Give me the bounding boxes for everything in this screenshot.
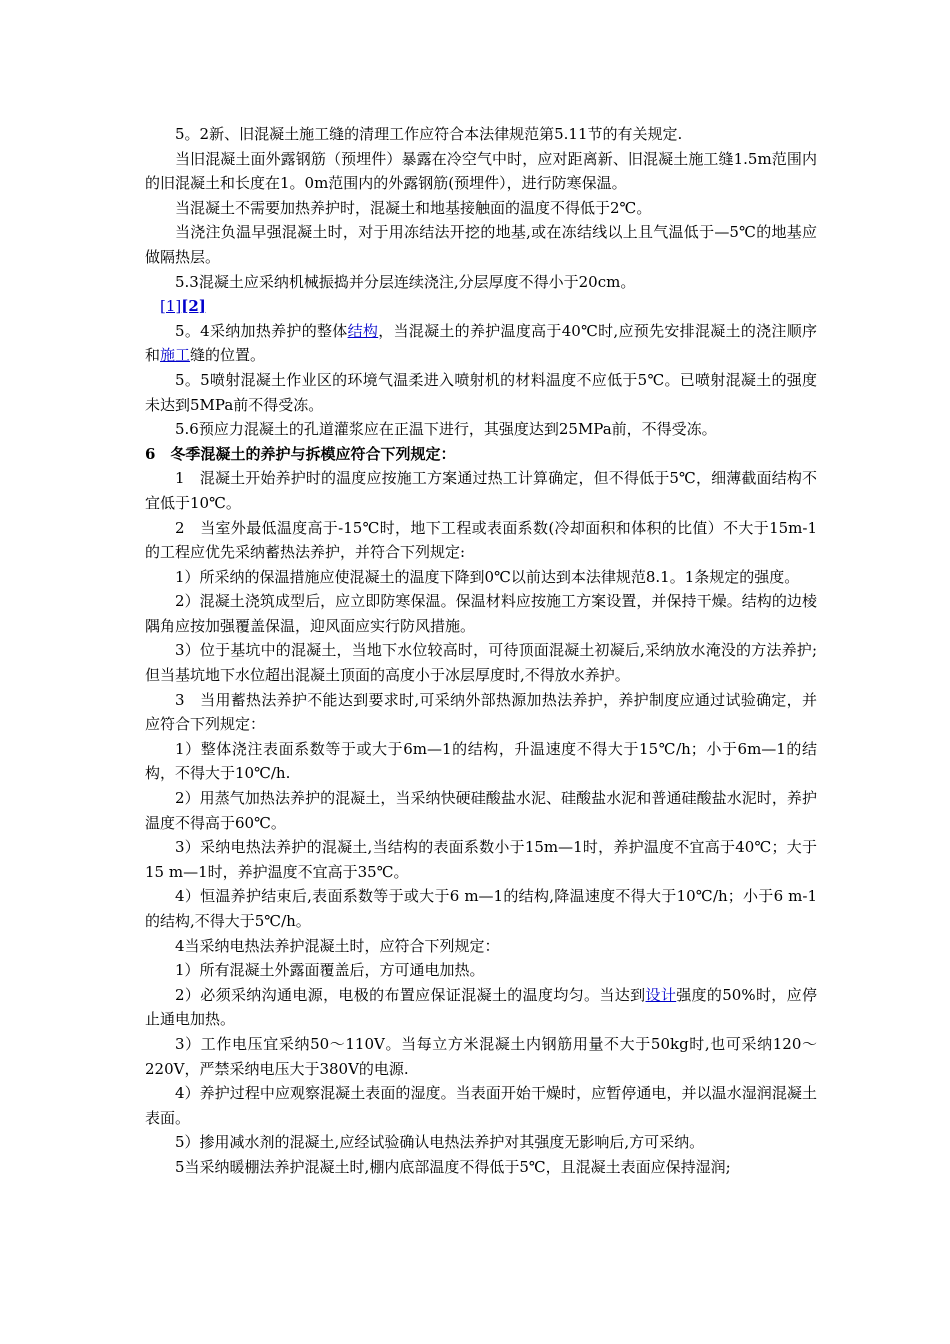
paragraph-no-heating: 当混凝土不需要加热养护时，混凝土和地基接触面的温度不得低于2℃。 (175, 198, 652, 217)
paragraph-6-1: 1 混凝土开始养护时的温度应按施工方案通过热工计算确定，但不得低于5℃，细薄截面结构不宜低于10℃。 (145, 469, 817, 512)
paragraph-5-4-text-b: ，当混凝土的养护温度高于40℃时,应预先安排混凝土的浇注顺序和 (145, 321, 817, 365)
paragraph-5-4-text-c: 缝的位置。 (190, 346, 266, 365)
link-structure[interactable]: 结构 (347, 321, 379, 340)
paragraph-6-4-1: 1）所有混凝土外露面覆盖后，方可通电加热。 (175, 961, 485, 980)
page-links (145, 294, 817, 319)
paragraph-old-concrete-rebar: 当旧混凝土面外露钢筋（预埋件）暴露在冷空气中时，应对距离新、旧混凝土施工缝1.5m范围内的旧混凝土和长度在1。0m范围内的外露钢筋(预埋件），进行防寒保温。 (145, 149, 817, 193)
paragraph-5-4 (145, 319, 817, 368)
paragraph-5-6: 5.6预应力混凝土的孔道灌浆应在正温下进行，其强度达到25MPa前，不得受冻。 (175, 420, 717, 439)
link-design[interactable]: 设计 (645, 985, 677, 1004)
paragraph-6-3-4: 4）恒温养护结束后,表面系数等于或大于6 m—1的结构,降温速度不得大于10℃/h；小于6 m-1的结构,不得大于5℃/h。 (145, 887, 817, 930)
paragraph-6-4-4: 4）养护过程中应观察混凝土表面的湿度。当表面开始干燥时，应暂停通电，并以温水湿润混凝土表面。 (145, 1084, 817, 1127)
paragraph-6-2-2: 2）混凝土浇筑成型后，应立即防寒保温。保温材料应按施工方案设置，并保持干燥。结构的边棱隅角应按加强覆盖保温，迎风面应实行防风措施。 (145, 592, 817, 635)
paragraph-6-4-3: 3）工作电压宜采纳50～110V。当每立方米混凝土内钢筋用量不大于50kg时,也可采纳120～220V，严禁采纳电压大于380V的电源. (145, 1034, 817, 1078)
paragraph-6-3-1: 1）整体浇注表面系数等于或大于6m—1的结构，升温速度不得大于15℃/h；小于6m—1的结构，不得大于10℃/h. (145, 739, 817, 783)
paragraph-negative-temp: 当浇注负温早强混凝土时，对于用冻结法开挖的地基,或在冻结线以上且气温低于—5℃的地基应做隔热层。 (145, 223, 817, 266)
paragraph-6-3: 3 当用蓄热法养护不能达到要求时,可采纳外部热源加热法养护，养护制度应通过试验确定，并应符合下列规定： (145, 690, 817, 734)
paragraph-5-3: 5.3混凝土应采纳机械振捣并分层连续浇注,分层厚度不得小于20cm。 (175, 272, 636, 291)
paragraph-6-4-2-text-a: 2）必须采纳沟通电源，电极的布置应保证混凝土的温度均匀。当达到 (175, 985, 646, 1004)
paragraph-5-4-text-a: 5。4采纳加热养护的整体 (175, 321, 348, 340)
paragraph-6-4: 4当采纳电热法养护混凝土时，应符合下列规定： (175, 936, 500, 955)
section-heading-6: 6 冬季混凝土的养护与拆模应符合下列规定： (145, 444, 456, 463)
paragraph-5-2: 5。2新、旧混凝土施工缝的清理工作应符合本法律规范第5.11节的有关规定. (175, 125, 683, 143)
paragraph-6-5: 5当采纳暖棚法养护混凝土时,棚内底部温度不得低于5℃，且混凝土表面应保持湿润; (175, 1157, 731, 1176)
paragraph-6-2-3: 3）位于基坑中的混凝土，当地下水位较高时，可待顶面混凝土初凝后,采纳放水淹没的方法养护;但当基坑地下水位超出混凝土顶面的高度小于冰层厚度时,不得放水养护。 (145, 641, 817, 685)
page-link-2[interactable]: [2] (181, 297, 206, 316)
paragraph-6-2: 2 当室外最低温度高于-15℃时，地下工程或表面系数(冷却面积和体积的比值）不大于15m-1的工程应优先采纳蓄热法养护，并符合下列规定: (145, 518, 817, 562)
paragraph-6-4-5: 5）掺用减水剂的混凝土,应经试验确认电热法养护对其强度无影响后,方可采纳。 (175, 1133, 705, 1152)
paragraph-6-3-3: 3）采纳电热法养护的混凝土,当结构的表面系数小于15m—1时，养护温度不宜高于40℃；大于15 m—1时，养护温度不宜高于35℃。 (145, 838, 817, 881)
paragraph-6-4-2-text-b: 强度的50%时，应停止通电加热。 (145, 985, 818, 1029)
paragraph-6-2-1: 1）所采纳的保温措施应使混凝土的温度下降到0℃以前达到本法律规范8.1。1条规定的强度。 (175, 567, 800, 586)
paragraph-5-5: 5。5喷射混凝土作业区的环境气温柔进入喷射机的材料温度不应低于5℃。已喷射混凝土的强度未达到5MPa前不得受冻。 (145, 370, 817, 414)
page-link-1[interactable]: [1] (160, 297, 182, 316)
paragraph-6-4-2 (145, 983, 817, 1032)
document-page (145, 122, 817, 1180)
link-construction[interactable]: 施工 (160, 346, 191, 365)
paragraph-6-3-2: 2）用蒸气加热法养护的混凝土，当采纳快硬硅酸盐水泥、硅酸盐水泥和普通硅酸盐水泥时，养护温度不得高于60℃。 (145, 789, 817, 832)
